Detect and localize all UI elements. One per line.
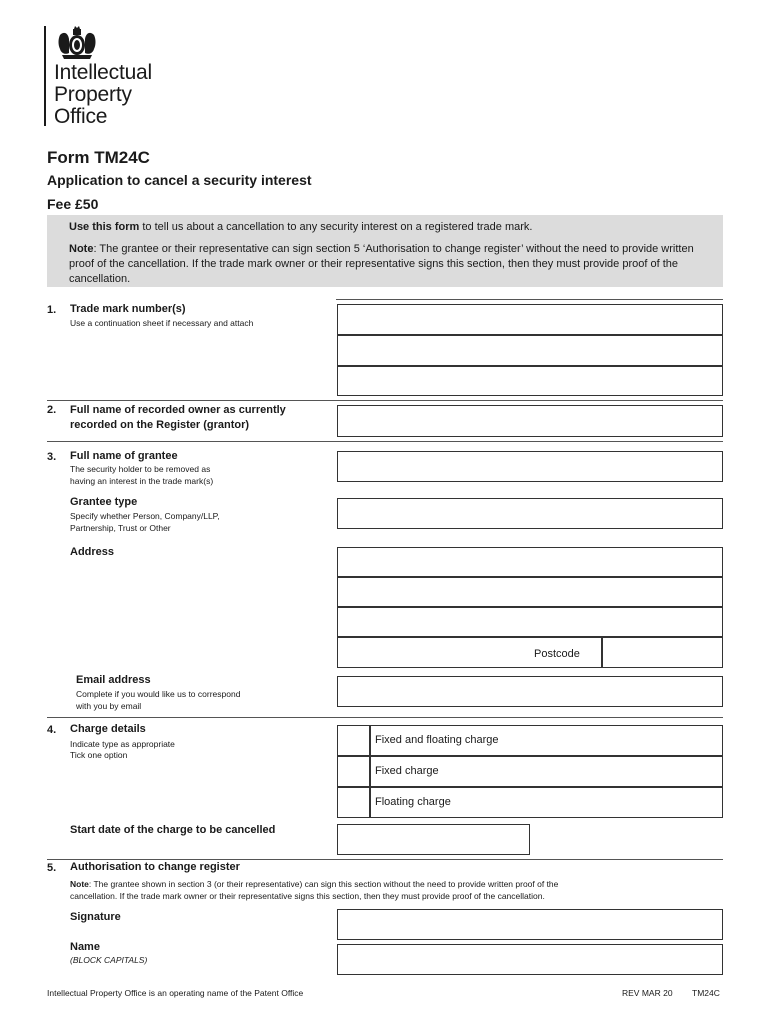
grantee-type-label: Grantee type bbox=[70, 496, 138, 508]
logo-line: Property bbox=[54, 83, 132, 106]
trade-mark-number-field-2[interactable] bbox=[337, 335, 723, 366]
authorisation-note-line1 bbox=[70, 878, 558, 890]
authorisation-note-text: : The grantee shown in section 3 (or their representative) can sign this section without the need to provide written proof of the bbox=[88, 879, 559, 889]
start-date-field[interactable] bbox=[337, 824, 530, 855]
footer-note: Intellectual Property Office is an operating name of the Patent Office bbox=[47, 988, 304, 998]
intro-lead bbox=[69, 221, 532, 233]
name-hint: (BLOCK CAPITALS) bbox=[70, 955, 148, 965]
section2-label-line1: Full name of recorded owner as currently bbox=[70, 404, 286, 416]
name-label: Name bbox=[70, 941, 100, 953]
section-number: 1. bbox=[47, 304, 57, 316]
section-rule bbox=[47, 400, 723, 401]
charge-hint-line2: Tick one option bbox=[70, 750, 128, 760]
section-rule bbox=[47, 441, 723, 442]
signature-label: Signature bbox=[70, 911, 121, 923]
postcode-label: Postcode bbox=[534, 648, 580, 660]
trade-mark-number-field-3[interactable] bbox=[337, 366, 723, 396]
recorded-owner-name-field[interactable] bbox=[337, 405, 723, 437]
intro-note-label: Note bbox=[69, 243, 94, 255]
email-hint-line1: Complete if you would like us to correspond bbox=[76, 689, 241, 699]
section-rule bbox=[47, 717, 723, 718]
address-line-1-field[interactable] bbox=[337, 547, 723, 577]
footer-form-code: TM24C bbox=[692, 988, 720, 998]
section-number: 4. bbox=[47, 724, 57, 736]
grantee-type-hint-line1: Specify whether Person, Company/LLP, bbox=[70, 511, 220, 521]
charge-details-label: Charge details bbox=[70, 723, 146, 735]
email-hint-line2: with you by email bbox=[76, 701, 142, 711]
authorisation-note-label: Note bbox=[70, 879, 89, 889]
authorisation-label: Authorisation to change register bbox=[70, 861, 240, 873]
section-number: 3. bbox=[47, 451, 57, 463]
signature-field[interactable] bbox=[337, 909, 723, 940]
fixed-floating-checkbox[interactable] bbox=[337, 725, 370, 756]
option-label: Fixed charge bbox=[375, 765, 439, 777]
footer-revision: REV MAR 20 bbox=[622, 988, 673, 998]
authorisation-note-line2: cancellation. If the trade mark owner or their representative signs this section, then they must provide proof of the cancellation. bbox=[70, 891, 545, 901]
postcode-field[interactable] bbox=[602, 637, 723, 668]
grantee-hint-line1: The security holder to be removed as bbox=[70, 464, 211, 474]
intro-note-text: : The grantee or their representative can sign section 5 ‘Authorisation to change register’ without the need to provide written proof of the cancellation. If the trade mark owner or their representative signs this section, then they must provide proof of the cancellation. bbox=[69, 243, 694, 285]
royal-crest-icon bbox=[54, 25, 100, 61]
logo-wordmark bbox=[54, 62, 152, 128]
grantee-name-label: Full name of grantee bbox=[70, 450, 178, 462]
grantee-name-field[interactable] bbox=[337, 451, 723, 482]
fee-label: Fee £50 bbox=[47, 196, 99, 212]
email-label: Email address bbox=[76, 674, 151, 686]
form-subtitle: Application to cancel a security interest bbox=[47, 172, 312, 188]
intro-note bbox=[69, 242, 721, 287]
address-line-3-field[interactable] bbox=[337, 607, 723, 637]
floating-charge-checkbox[interactable] bbox=[337, 787, 370, 818]
option-label: Fixed and floating charge bbox=[375, 734, 499, 746]
section-number: 2. bbox=[47, 404, 57, 416]
intro-lead-text: to tell us about a cancellation to any security interest on a registered trade mark. bbox=[139, 221, 533, 233]
charge-hint-line1: Indicate type as appropriate bbox=[70, 739, 175, 749]
logo-line: Intellectual bbox=[54, 61, 152, 84]
email-field[interactable] bbox=[337, 676, 723, 707]
logo-divider bbox=[44, 26, 46, 126]
section-number: 5. bbox=[47, 862, 57, 874]
section1-label: Trade mark number(s) bbox=[70, 303, 186, 315]
section1-hint: Use a continuation sheet if necessary and attach bbox=[70, 318, 254, 328]
address-label: Address bbox=[70, 546, 115, 558]
grantee-type-field[interactable] bbox=[337, 498, 723, 529]
logo-line: Office bbox=[54, 105, 108, 128]
section2-label-line2: recorded on the Register (grantor) bbox=[70, 419, 250, 431]
address-line-2-field[interactable] bbox=[337, 577, 723, 607]
trade-mark-number-field-1[interactable] bbox=[337, 304, 723, 335]
name-field[interactable] bbox=[337, 944, 723, 975]
intro-lead-bold: Use this form bbox=[69, 221, 140, 233]
grantee-type-hint-line2: Partnership, Trust or Other bbox=[70, 523, 171, 533]
fixed-charge-checkbox[interactable] bbox=[337, 756, 370, 787]
form-title: Form TM24C bbox=[47, 148, 150, 167]
start-date-label: Start date of the charge to be cancelled bbox=[70, 824, 276, 836]
grantee-hint-line2: having an interest in the trade mark(s) bbox=[70, 476, 214, 486]
option-label: Floating charge bbox=[375, 796, 451, 808]
section-rule bbox=[336, 299, 723, 300]
